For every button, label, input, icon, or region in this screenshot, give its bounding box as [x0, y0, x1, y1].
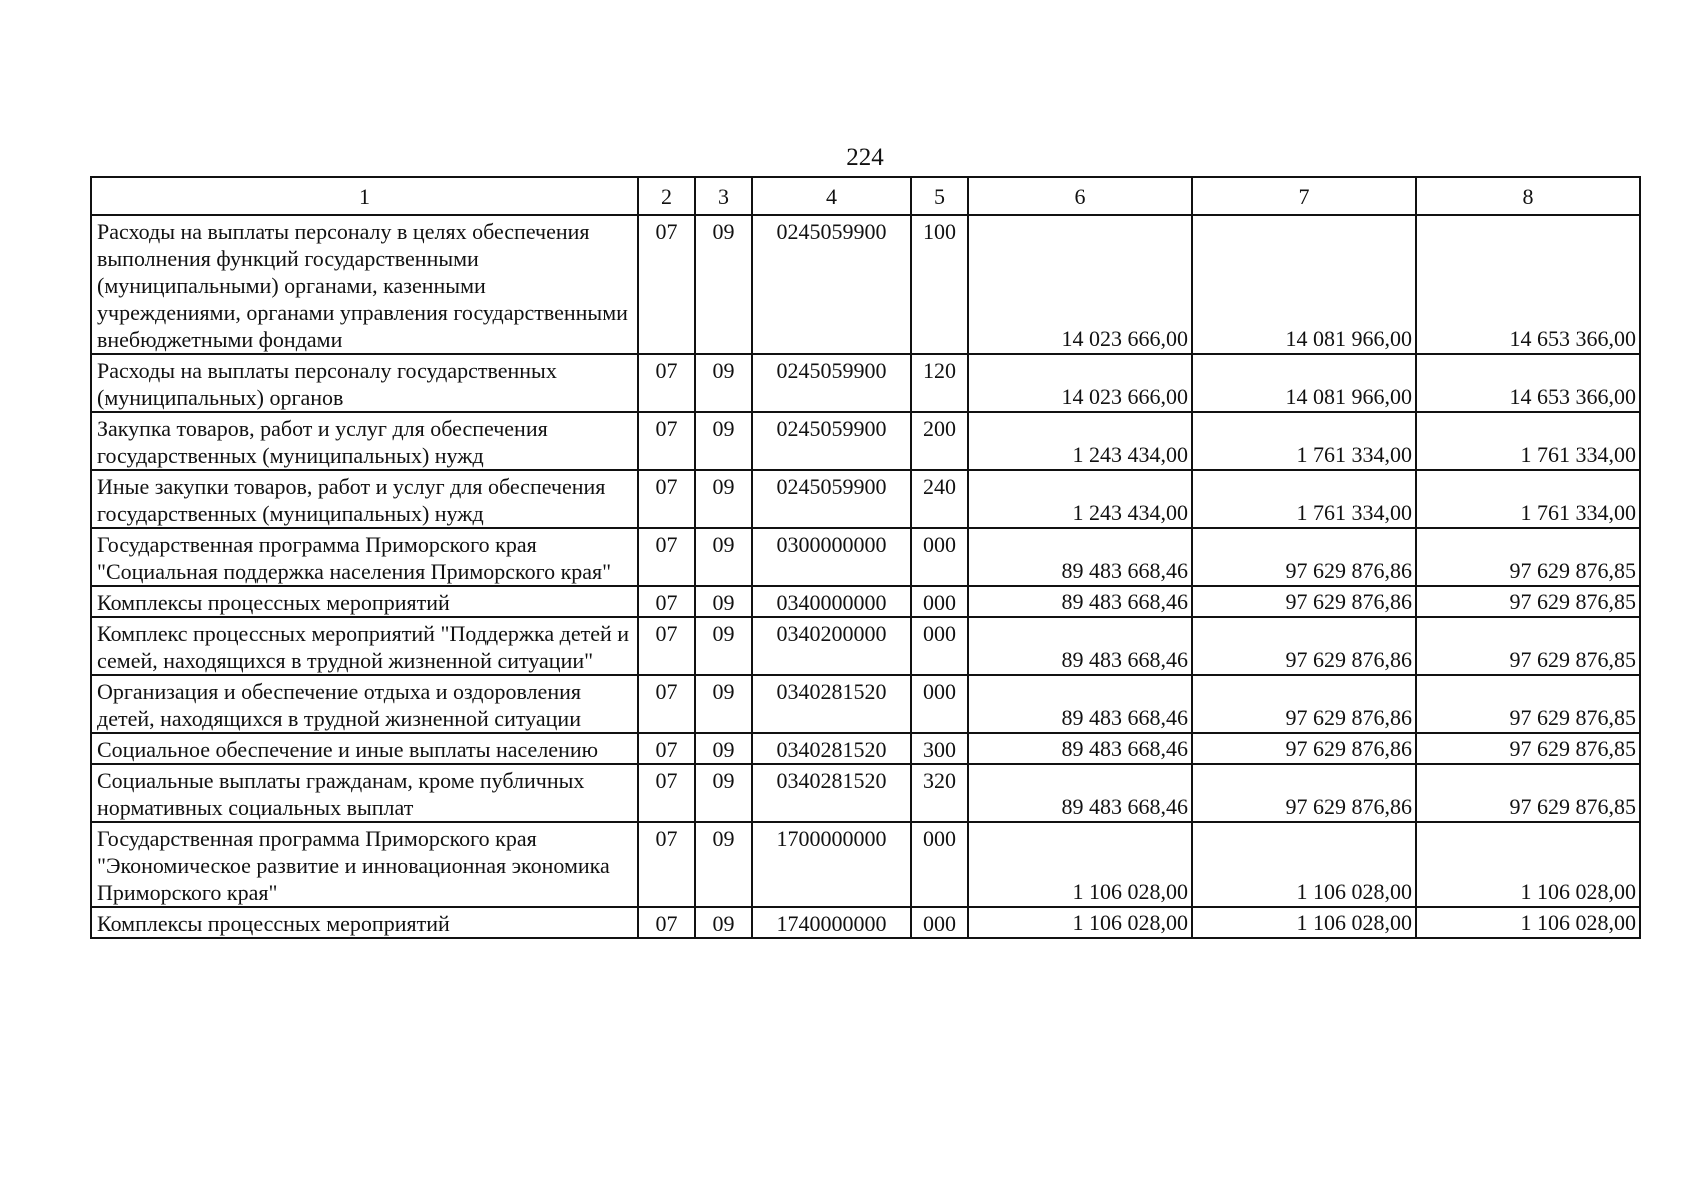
item-name: Расходы на выплаты персоналу государственных (муниципальных) органов: [91, 354, 638, 412]
expense-code: 000: [911, 617, 968, 675]
expense-code: 320: [911, 764, 968, 822]
item-name: Государственная программа Приморского края "Экономическое развитие и инновационная экономика Приморского края": [91, 822, 638, 907]
section-code: 07: [638, 586, 695, 617]
amount-col8: 97 629 876,85: [1416, 586, 1640, 617]
subsection-code: 09: [695, 733, 752, 764]
expense-code: 120: [911, 354, 968, 412]
subsection-code: 09: [695, 412, 752, 470]
section-code: 07: [638, 675, 695, 733]
table-row: [91, 215, 1640, 354]
subsection-code: 09: [695, 822, 752, 907]
section-code: 07: [638, 907, 695, 938]
item-name: Комплексы процессных мероприятий: [91, 907, 638, 938]
item-name: Закупка товаров, работ и услуг для обеспечения государственных (муниципальных) нужд: [91, 412, 638, 470]
amount-col7: 14 081 966,00: [1192, 215, 1416, 354]
amount-col7: 97 629 876,86: [1192, 675, 1416, 733]
amount-col8: 97 629 876,85: [1416, 675, 1640, 733]
subsection-code: 09: [695, 354, 752, 412]
amount-col6: 14 023 666,00: [968, 354, 1192, 412]
table-row: [91, 733, 1640, 764]
target-code: 1740000000: [752, 907, 911, 938]
section-code: 07: [638, 822, 695, 907]
amount-col7: 1 761 334,00: [1192, 412, 1416, 470]
table-row: [91, 764, 1640, 822]
column-header: 2: [638, 177, 695, 215]
amount-col6: 89 483 668,46: [968, 528, 1192, 586]
amount-col7: 1 106 028,00: [1192, 822, 1416, 907]
target-code: 0340000000: [752, 586, 911, 617]
section-code: 07: [638, 470, 695, 528]
target-code: 0340200000: [752, 617, 911, 675]
target-code: 0300000000: [752, 528, 911, 586]
target-code: 0245059900: [752, 354, 911, 412]
amount-col7: 1 106 028,00: [1192, 907, 1416, 938]
item-name: Комплексы процессных мероприятий: [91, 586, 638, 617]
column-header: 8: [1416, 177, 1640, 215]
expense-code: 200: [911, 412, 968, 470]
amount-col6: 89 483 668,46: [968, 675, 1192, 733]
table-row: [91, 528, 1640, 586]
expense-code: 240: [911, 470, 968, 528]
table-row: [91, 907, 1640, 938]
column-header: 7: [1192, 177, 1416, 215]
item-name: Комплекс процессных мероприятий "Поддержка детей и семей, находящихся в трудной жизненной ситуации": [91, 617, 638, 675]
column-header: 1: [91, 177, 638, 215]
page-number: 224: [846, 144, 884, 171]
table-row: [91, 412, 1640, 470]
header-row: [91, 177, 1640, 215]
section-code: 07: [638, 215, 695, 354]
amount-col8: 97 629 876,85: [1416, 764, 1640, 822]
amount-col7: 97 629 876,86: [1192, 528, 1416, 586]
table-row: [91, 822, 1640, 907]
amount-col7: 97 629 876,86: [1192, 617, 1416, 675]
subsection-code: 09: [695, 586, 752, 617]
table-row: [91, 675, 1640, 733]
amount-col6: 1 106 028,00: [968, 822, 1192, 907]
amount-col8: 97 629 876,85: [1416, 528, 1640, 586]
subsection-code: 09: [695, 470, 752, 528]
expense-code: 300: [911, 733, 968, 764]
section-code: 07: [638, 733, 695, 764]
target-code: 0245059900: [752, 470, 911, 528]
amount-col6: 1 243 434,00: [968, 470, 1192, 528]
subsection-code: 09: [695, 764, 752, 822]
column-header: 3: [695, 177, 752, 215]
amount-col7: 97 629 876,86: [1192, 733, 1416, 764]
amount-col6: 1 106 028,00: [968, 907, 1192, 938]
column-header: 6: [968, 177, 1192, 215]
amount-col8: 97 629 876,85: [1416, 617, 1640, 675]
item-name: Организация и обеспечение отдыха и оздоровления детей, находящихся в трудной жизненной ситуации: [91, 675, 638, 733]
target-code: 0245059900: [752, 215, 911, 354]
amount-col7: 14 081 966,00: [1192, 354, 1416, 412]
column-header: 4: [752, 177, 911, 215]
target-code: 1700000000: [752, 822, 911, 907]
subsection-code: 09: [695, 617, 752, 675]
section-code: 07: [638, 764, 695, 822]
section-code: 07: [638, 528, 695, 586]
expense-code: 000: [911, 528, 968, 586]
target-code: 0340281520: [752, 764, 911, 822]
item-name: Иные закупки товаров, работ и услуг для обеспечения государственных (муниципальных) нужд: [91, 470, 638, 528]
amount-col8: 1 761 334,00: [1416, 470, 1640, 528]
target-code: 0340281520: [752, 675, 911, 733]
amount-col8: 1 106 028,00: [1416, 822, 1640, 907]
amount-col8: 1 761 334,00: [1416, 412, 1640, 470]
table-row: [91, 586, 1640, 617]
amount-col6: 14 023 666,00: [968, 215, 1192, 354]
subsection-code: 09: [695, 215, 752, 354]
subsection-code: 09: [695, 907, 752, 938]
amount-col6: 89 483 668,46: [968, 617, 1192, 675]
table-row: [91, 470, 1640, 528]
subsection-code: 09: [695, 528, 752, 586]
item-name: Расходы на выплаты персоналу в целях обеспечения выполнения функций государственными (муниципальными) органами, казенными учреждениями, органами управления государственными внебюджетными фондами: [91, 215, 638, 354]
subsection-code: 09: [695, 675, 752, 733]
expense-code: 000: [911, 675, 968, 733]
amount-col6: 1 243 434,00: [968, 412, 1192, 470]
amount-col8: 97 629 876,85: [1416, 733, 1640, 764]
target-code: 0245059900: [752, 412, 911, 470]
expense-code: 000: [911, 586, 968, 617]
expense-code: 000: [911, 907, 968, 938]
item-name: Социальные выплаты гражданам, кроме публичных нормативных социальных выплат: [91, 764, 638, 822]
amount-col7: 1 761 334,00: [1192, 470, 1416, 528]
amount-col6: 89 483 668,46: [968, 733, 1192, 764]
section-code: 07: [638, 617, 695, 675]
expense-code: 000: [911, 822, 968, 907]
budget-table: [90, 176, 1641, 939]
column-header: 5: [911, 177, 968, 215]
expense-code: 100: [911, 215, 968, 354]
item-name: Государственная программа Приморского края "Социальная поддержка населения Приморского края": [91, 528, 638, 586]
table-row: [91, 617, 1640, 675]
section-code: 07: [638, 412, 695, 470]
target-code: 0340281520: [752, 733, 911, 764]
amount-col7: 97 629 876,86: [1192, 586, 1416, 617]
amount-col8: 1 106 028,00: [1416, 907, 1640, 938]
item-name: Социальное обеспечение и иные выплаты населению: [91, 733, 638, 764]
amount-col7: 97 629 876,86: [1192, 764, 1416, 822]
table-row: [91, 354, 1640, 412]
amount-col8: 14 653 366,00: [1416, 215, 1640, 354]
amount-col6: 89 483 668,46: [968, 586, 1192, 617]
amount-col6: 89 483 668,46: [968, 764, 1192, 822]
section-code: 07: [638, 354, 695, 412]
amount-col8: 14 653 366,00: [1416, 354, 1640, 412]
